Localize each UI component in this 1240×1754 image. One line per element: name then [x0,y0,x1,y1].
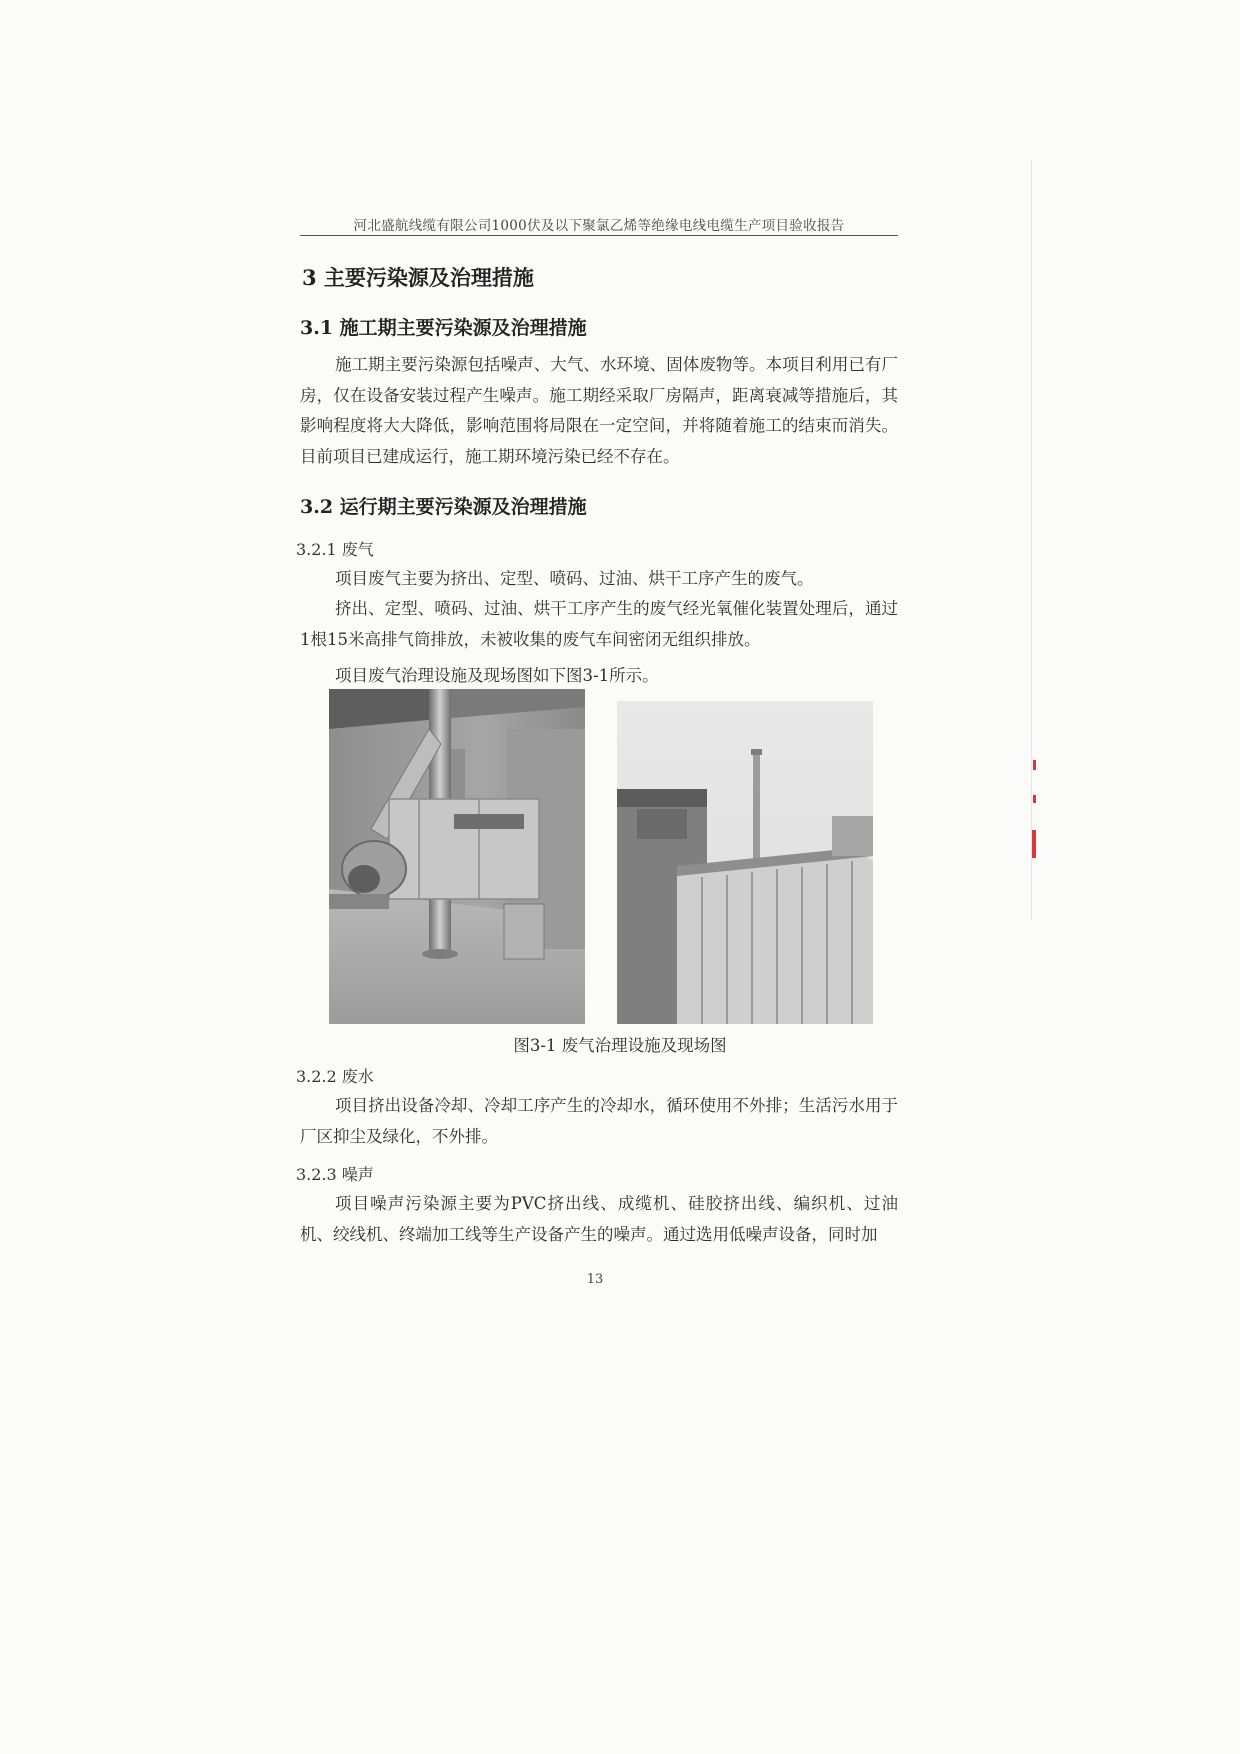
subsection-3-2-3-paragraph: 项目噪声污染源主要为PVC挤出线、成缆机、硅胶挤出线、编织机、过油机、绞线机、终端加工线等生产设备产生的噪声。通过选用低噪声设备，同时加 [300,1194,898,1244]
scan-edge-mark [1033,795,1036,803]
subsection-3-1-paragraph: 施工期主要污染源包括噪声、大气、水环境、固体废物等。本项目利用已有厂房，仅在设备安装过程产生噪声。施工期经采取厂房隔声，距离衰减等措施后，其影响程度将大大降低，影响范围将局限在一定空间，并将随着施工的结束而消失。目前项目已建成运行，施工期环境污染已经不存在。 [300,355,898,466]
page-number: 13 [586,1272,604,1287]
subsection-3-1-title: 3.1 施工期主要污染源及治理措施 [300,317,587,339]
subsection-3-2-3-title: 3.2.3 噪声 [296,1165,374,1184]
subsection-3-2-title: 3.2 运行期主要污染源及治理措施 [300,496,587,518]
section-title: 3 主要污染源及治理措施 [302,265,534,290]
scan-edge-line [1031,160,1032,920]
scan-edge-mark [1033,760,1036,770]
header-divider [300,235,898,236]
subsection-3-2-1-title: 3.2.1 废气 [296,540,374,559]
subsection-3-2-1-paragraph-2: 挤出、定型、喷码、过油、烘干工序产生的废气经光氧催化装置处理后，通过1根15米高排气筒排放，未被收集的废气车间密闭无组织排放。 [300,599,898,649]
figure-caption: 图3-1 废气治理设施及现场图 [513,1036,727,1055]
subsection-3-2-1-paragraph-3: 项目废气治理设施及现场图如下图3-1所示。 [335,666,659,685]
subsection-3-2-2-title: 3.2.2 废水 [296,1067,374,1086]
subsection-3-2-2-paragraph: 项目挤出设备冷却、冷却工序产生的冷却水，循环使用不外排；生活污水用于厂区抑尘及绿化，不外排。 [300,1096,898,1146]
scan-edge-mark [1032,830,1036,858]
subsection-3-2-1-paragraph-1: 项目废气主要为挤出、定型、喷码、过油、烘干工序产生的废气。 [335,569,814,588]
header-title: 河北盛航线缆有限公司1000伏及以下聚氯乙烯等绝缘电线电缆生产项目验收报告 [353,218,845,234]
photo-exhaust-stack-site [617,701,873,1024]
photo-exhaust-treatment-equipment [329,689,585,1024]
